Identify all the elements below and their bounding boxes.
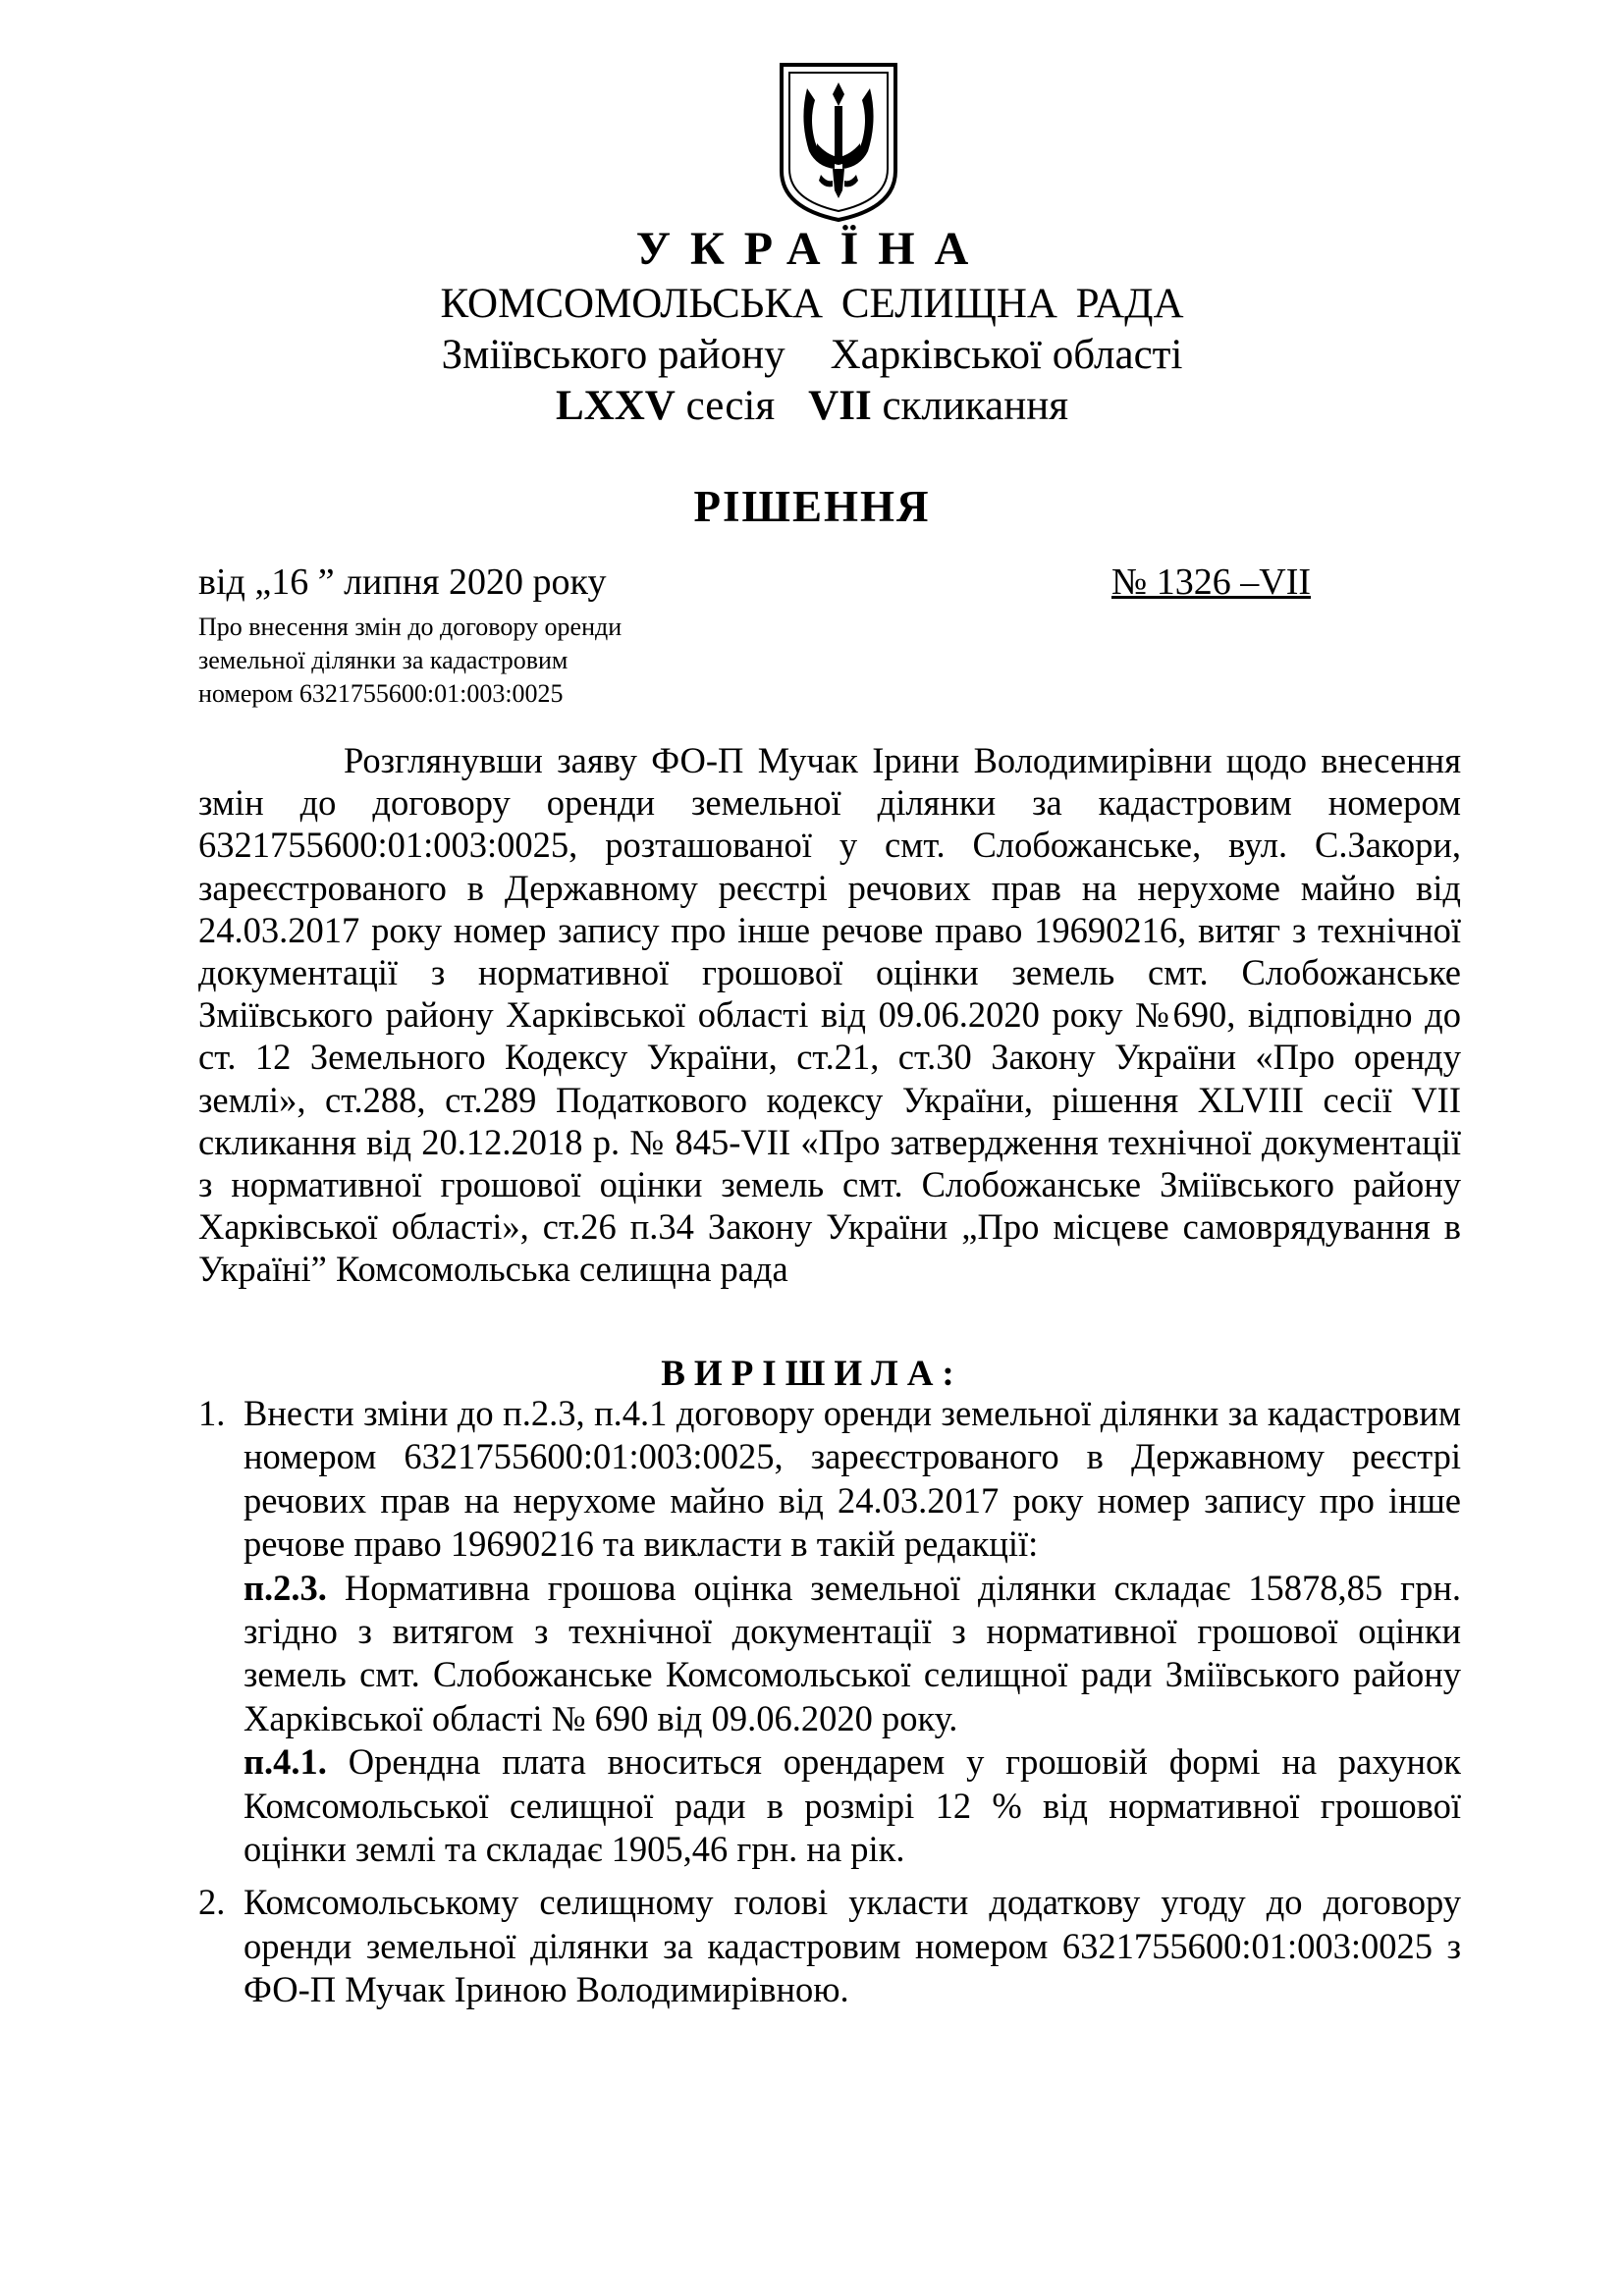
clause-text: Орендна плата вноситься орендарем у грошовій формі на рахунок Комсомольської селищної ради в розмірі 12 % від нормативної грошової оцінки землі та складає 1905,46 грн. на рік. (244, 1741, 1461, 1870)
subject-line: номером 6321755600:01:003:0025 (198, 679, 564, 708)
council-name: КОМСОМОЛЬСЬКА СЕЛИЩНА РАДА (440, 281, 1184, 327)
region-name: Харківської області (830, 332, 1183, 378)
decision-subject (198, 611, 827, 711)
clause-label: п.4.1. (244, 1741, 327, 1783)
document-title: РІШЕННЯ (693, 482, 931, 531)
decision-number: № 1326 –VII (1111, 561, 1312, 603)
clause-4-1 (244, 1740, 1461, 1871)
subject-line: Про внесення змін до договору оренди (198, 613, 623, 641)
convocation-number: VII (808, 383, 872, 429)
session-word: сесія (685, 383, 776, 429)
coat-of-arms-icon (778, 61, 899, 224)
session-number: LXXV (555, 383, 676, 429)
clause-text: Нормативна грошова оцінка земельної ділянки складає 15878,85 грн. згідно з витягом з технічної документації з нормативної грошової оцінки земель смт. Слобожанське Комсомольської селищної ради Зміївського району Харківської області № 690 від 09.06.2020 року. (244, 1567, 1461, 1738)
decided-heading: ВИРІШИЛА: (661, 1354, 963, 1394)
country-heading: УКРАЇНА (635, 223, 989, 275)
decision-date: від „16 ” липня 2020 року (198, 561, 607, 603)
clause-2-3 (244, 1567, 1461, 1741)
item-text: Комсомольському селищному голові укласти додаткову угоду до договору оренди земельної ділянки за кадастровим номером 6321755600:01:003:0025 з ФО-П Мучак Іриною Володимирівною. (244, 1882, 1461, 2010)
preamble-paragraph: Розглянувши заяву ФО-П Мучак Ірини Володимирівни щодо внесення змін до договору оренди земельної ділянки за кадастровим номером 6321755600:01:003:0025, розташованої у смт. Слобожанське, вул. С.Закори, зареєстрованого в Державному реєстрі речових прав на нерухоме майно від 24.03.2017 року номер запису про інше речове право 19690216, витяг з технічної документації з нормативної грошової оцінки земель смт. Слобожанське Зміївського району Харківської області від 09.06.2020 року №690, відповідно до ст. 12 Земельного Кодексу України, ст.21, ст.30 Закону України «Про оренду землі», ст.288, ст.289 Податкового кодексу України, рішення XLVIII сесії VII скликання від 20.12.2018 р. № 845-VII «Про затвердження технічної документації з нормативної грошової оцінки земель смт. Слобожанське Зміївського району Харківської області», ст.26 п.34 Закону України „Про місцеве самоврядування в Україні” Комсомольська селищна рада (198, 740, 1461, 1290)
decision-items (198, 1392, 1461, 2012)
decision-item-2 (198, 1881, 1461, 2011)
session-line (0, 381, 1624, 432)
item-number: 1. (198, 1393, 226, 1433)
subject-line: земельної ділянки за кадастровим (198, 646, 568, 674)
district-name: Зміївського району (441, 332, 785, 378)
item-number: 2. (198, 1882, 226, 1923)
decision-item-1 (198, 1392, 1461, 1871)
convocation-word: скликання (882, 383, 1069, 429)
district-region-line (0, 330, 1624, 381)
clause-label: п.2.3. (244, 1567, 327, 1608)
item-text: Внести зміни до п.2.3, п.4.1 договору оренди земельної ділянки за кадастровим номером 6321755600:01:003:0025, зареєстрованого в Державному реєстрі речових прав на нерухоме майно від 24.03.2017 року номер запису про інше речове право 19690216 та викласти в такій редакції: (244, 1393, 1461, 1565)
